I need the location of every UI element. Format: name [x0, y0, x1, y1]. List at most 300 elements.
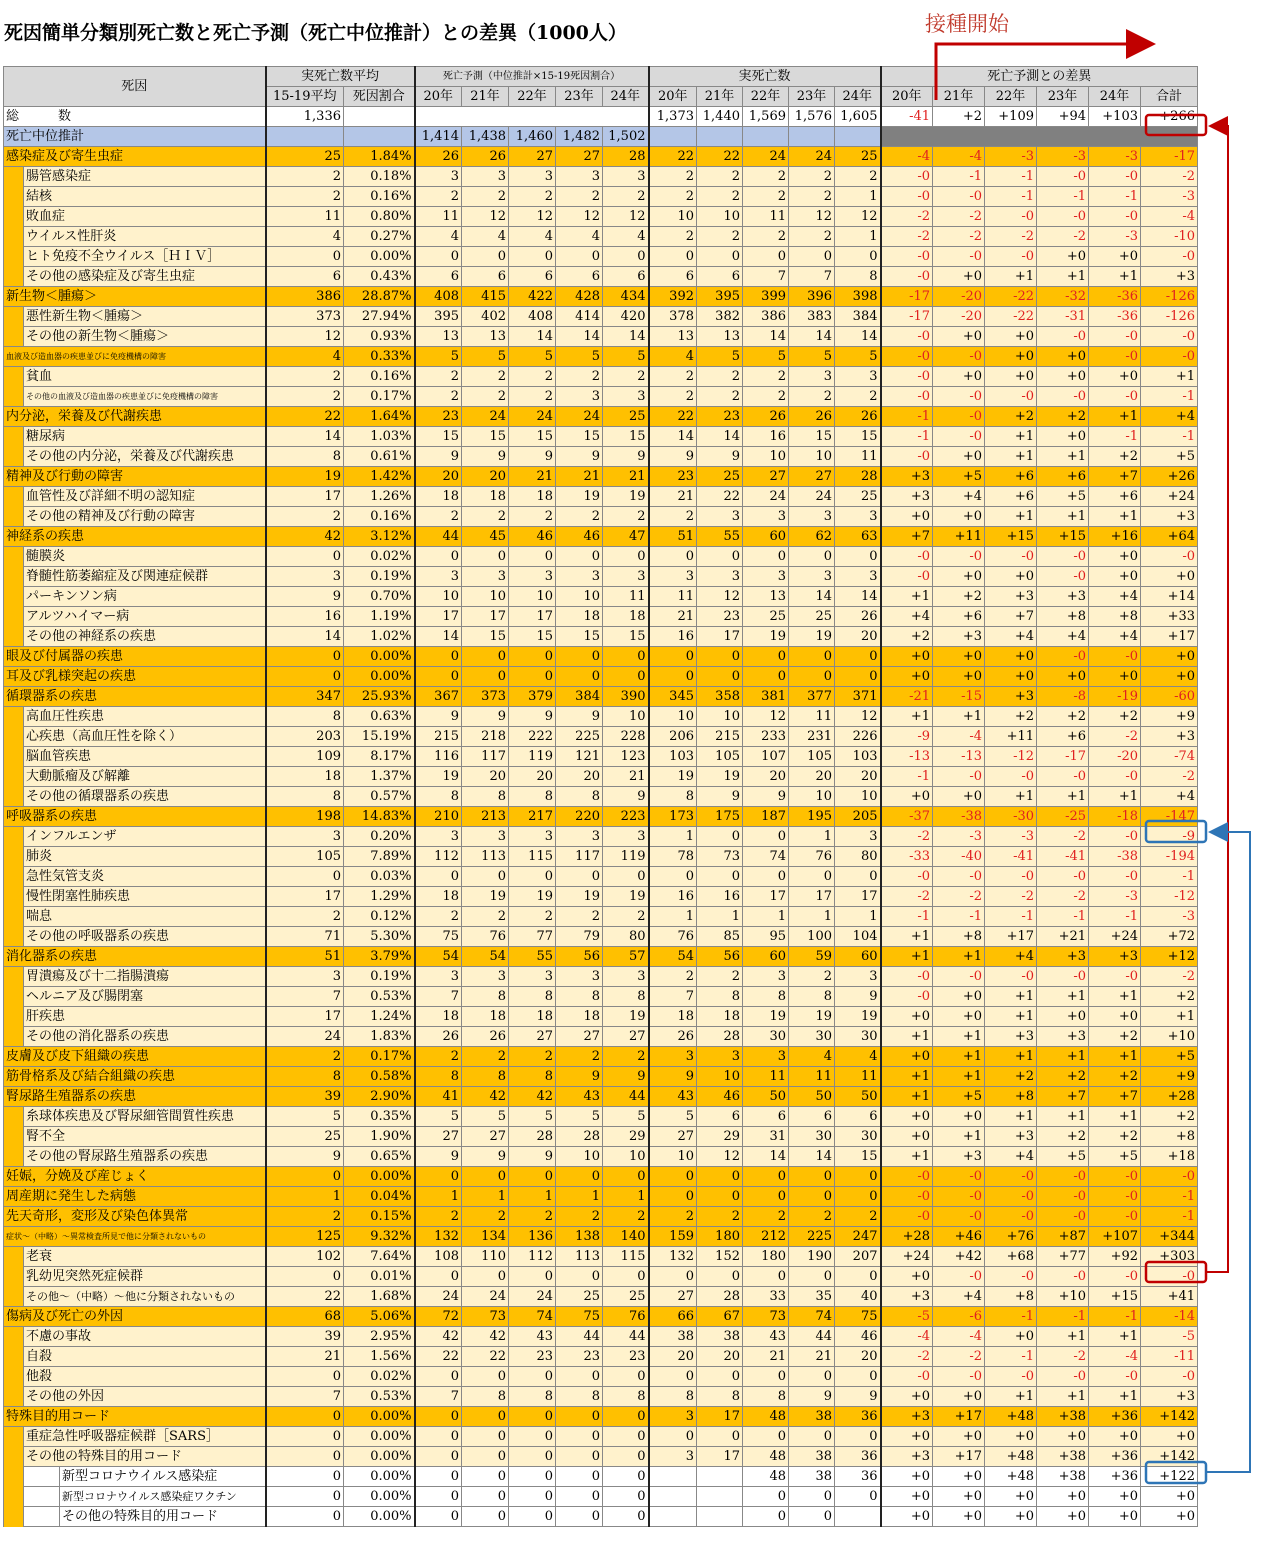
- row-actual-2: 399: [743, 287, 789, 307]
- row-pred-3: 220: [556, 807, 603, 827]
- row-pred-0: 2: [415, 507, 462, 527]
- row-pred-1: 6: [462, 267, 509, 287]
- table-row: [4, 887, 1198, 907]
- row-label: 周産期に発生した病態: [4, 1187, 266, 1207]
- row-pred-3: 5: [556, 1107, 603, 1127]
- row-diff-2: -22: [985, 287, 1037, 307]
- row-diff-4: +1: [1089, 407, 1141, 427]
- row-diff-1: +6: [933, 607, 985, 627]
- row-avg: 8: [266, 447, 344, 467]
- row-diff-2: +6: [985, 487, 1037, 507]
- row-diff-3: -0: [1037, 167, 1089, 187]
- row-pred-0: 3: [415, 167, 462, 187]
- row-pred-4: 14: [603, 327, 649, 347]
- row-label: 神経系の疾患: [4, 527, 266, 547]
- row-actual-0: [649, 1467, 697, 1487]
- row-diff-1: -0: [933, 347, 985, 367]
- row-label: 腎尿路生殖器系の疾患: [4, 1087, 266, 1107]
- row-label: 筋骨格系及び結合組織の疾患: [4, 1067, 266, 1087]
- row-actual-0: 10: [649, 707, 697, 727]
- row-pred-0: 2: [415, 1047, 462, 1067]
- row-diff-0: +0: [881, 1107, 933, 1127]
- row-actual-3: 30: [789, 1027, 835, 1047]
- row-diff-0: +0: [881, 1127, 933, 1147]
- row-avg: 39: [266, 1087, 344, 1107]
- row-avg: 12: [266, 327, 344, 347]
- row-diff-0: +1: [881, 1087, 933, 1107]
- row-pred-2: 9: [509, 707, 556, 727]
- table-row: [4, 467, 1198, 487]
- header-year-pred-0: 20年: [415, 87, 462, 107]
- row-actual-2: 0: [743, 1267, 789, 1287]
- row-diff-2: -1: [985, 907, 1037, 927]
- row-diff-4: +0: [1089, 1427, 1141, 1447]
- row-actual-0: 0: [649, 667, 697, 687]
- row-indent: [4, 507, 24, 527]
- row-avg: 0: [266, 1267, 344, 1287]
- row-actual-3: 2: [789, 387, 835, 407]
- row-actual-0: 22: [649, 147, 697, 167]
- row-ratio: 28.87%: [344, 287, 415, 307]
- header-year-diff-0: 20年: [881, 87, 933, 107]
- row-actual-2: 1: [743, 907, 789, 927]
- row-actual-4: 15: [835, 427, 881, 447]
- table-row: [4, 1227, 1198, 1247]
- row-pred-0: 2: [415, 367, 462, 387]
- table-row: [4, 1427, 1198, 1447]
- row-diff-0: -4: [881, 147, 933, 167]
- row-label: ヒト免疫不全ウイルス［ＨＩＶ］: [24, 247, 266, 267]
- table-row: [4, 1507, 1198, 1527]
- row-pred-2: 0: [509, 1487, 556, 1507]
- row-actual-4: 17: [835, 887, 881, 907]
- row-diff-0: +3: [881, 1447, 933, 1467]
- row-indent: [4, 887, 24, 907]
- total-actual-4: 1,605: [835, 107, 881, 127]
- row-diff-0: +0: [881, 1467, 933, 1487]
- row-pred-4: 15: [603, 427, 649, 447]
- row-diff-0: +7: [881, 527, 933, 547]
- row-actual-4: 398: [835, 287, 881, 307]
- row-actual-0: 0: [649, 1187, 697, 1207]
- row-actual-0: 16: [649, 887, 697, 907]
- row-actual-0: 26: [649, 1027, 697, 1047]
- row-pred-3: 18: [556, 1007, 603, 1027]
- row-diff-1: -0: [933, 1187, 985, 1207]
- table-row: [4, 647, 1198, 667]
- row-diff-0: -0: [881, 1167, 933, 1187]
- row-diff-4: +1: [1089, 507, 1141, 527]
- row-ratio: 0.58%: [344, 1067, 415, 1087]
- row-diff-0: -4: [881, 1327, 933, 1347]
- row-sum: -126: [1141, 287, 1198, 307]
- row-pred-0: 2: [415, 187, 462, 207]
- row-diff-3: +0: [1037, 667, 1089, 687]
- row-pred-0: 9: [415, 707, 462, 727]
- row-diff-0: +24: [881, 1247, 933, 1267]
- row-diff-3: -17: [1037, 747, 1089, 767]
- row-actual-1: 8: [697, 987, 743, 1007]
- row-diff-4: -0: [1089, 767, 1141, 787]
- row-pred-1: 0: [462, 1467, 509, 1487]
- row-diff-2: +1: [985, 987, 1037, 1007]
- row-actual-1: 17: [697, 1407, 743, 1427]
- row-diff-3: -2: [1037, 827, 1089, 847]
- row-pred-1: 76: [462, 927, 509, 947]
- row-sum: +26: [1141, 467, 1198, 487]
- row-actual-4: 0: [835, 1167, 881, 1187]
- row-diff-1: -0: [933, 387, 985, 407]
- row-diff-1: +4: [933, 487, 985, 507]
- row-actual-3: 225: [789, 1227, 835, 1247]
- row-label: 精神及び行動の障害: [4, 467, 266, 487]
- row-diff-0: -9: [881, 727, 933, 747]
- row-diff-0: -1: [881, 427, 933, 447]
- row-pred-3: 0: [556, 1467, 603, 1487]
- row-avg: 8: [266, 707, 344, 727]
- row-sum: +18: [1141, 1147, 1198, 1167]
- row-diff-3: +3: [1037, 1027, 1089, 1047]
- row-actual-2: 43: [743, 1327, 789, 1347]
- row-actual-1: 16: [697, 887, 743, 907]
- row-diff-2: -3: [985, 827, 1037, 847]
- row-ratio: 1.42%: [344, 467, 415, 487]
- row-pred-2: 14: [509, 327, 556, 347]
- row-pred-0: 2: [415, 907, 462, 927]
- row-diff-3: +0: [1037, 247, 1089, 267]
- row-pred-3: 24: [556, 407, 603, 427]
- row-indent: [4, 487, 24, 507]
- row-pred-1: 18: [462, 1007, 509, 1027]
- row-actual-3: 9: [789, 1387, 835, 1407]
- row-actual-0: 2: [649, 167, 697, 187]
- row-diff-1: +0: [933, 667, 985, 687]
- row-actual-4: 46: [835, 1327, 881, 1347]
- row-diff-2: -2: [985, 227, 1037, 247]
- row-pred-2: 0: [509, 867, 556, 887]
- row-pred-1: 8: [462, 987, 509, 1007]
- row-diff-3: -0: [1037, 1207, 1089, 1227]
- row-pred-2: 2: [509, 907, 556, 927]
- row-actual-3: 3: [789, 567, 835, 587]
- row-indent: [4, 187, 24, 207]
- row-actual-1: 8: [697, 1387, 743, 1407]
- row-diff-3: -0: [1037, 1367, 1089, 1387]
- row-avg: 2: [266, 387, 344, 407]
- row-diff-1: -2: [933, 887, 985, 907]
- row-actual-2: 24: [743, 147, 789, 167]
- table-row: [4, 447, 1198, 467]
- row-pred-2: 115: [509, 847, 556, 867]
- row-diff-0: -0: [881, 1207, 933, 1227]
- row-pred-1: 20: [462, 467, 509, 487]
- row-indent: [4, 627, 24, 647]
- row-actual-2: 14: [743, 1147, 789, 1167]
- row-actual-3: 24: [789, 487, 835, 507]
- row-actual-0: 8: [649, 1387, 697, 1407]
- row-pred-1: 0: [462, 867, 509, 887]
- row-pred-1: 24: [462, 1287, 509, 1307]
- row-sum: +28: [1141, 1087, 1198, 1107]
- row-pred-0: 4: [415, 227, 462, 247]
- row-pred-3: 43: [556, 1087, 603, 1107]
- row-actual-0: 11: [649, 587, 697, 607]
- row-actual-1: 12: [697, 1147, 743, 1167]
- row-pred-1: 0: [462, 1367, 509, 1387]
- row-avg: 19: [266, 467, 344, 487]
- row-actual-1: 175: [697, 807, 743, 827]
- row-pred-3: 8: [556, 1387, 603, 1407]
- row-pred-0: 5: [415, 347, 462, 367]
- row-pred-1: 3: [462, 167, 509, 187]
- row-diff-1: -0: [933, 767, 985, 787]
- median-actual-2: [743, 127, 789, 147]
- row-actual-2: 48: [743, 1407, 789, 1427]
- row-sum: -12: [1141, 887, 1198, 907]
- row-ratio: 0.01%: [344, 1267, 415, 1287]
- row-actual-1: 20: [697, 1347, 743, 1367]
- row-actual-1: 395: [697, 287, 743, 307]
- row-avg: 0: [266, 547, 344, 567]
- row-pred-1: 134: [462, 1227, 509, 1247]
- row-diff-4: -0: [1089, 167, 1141, 187]
- row-diff-4: +1: [1089, 1387, 1141, 1407]
- row-diff-2: -0: [985, 1367, 1037, 1387]
- row-pred-3: 414: [556, 307, 603, 327]
- row-diff-3: +7: [1037, 1087, 1089, 1107]
- row-diff-0: -0: [881, 987, 933, 1007]
- row-diff-0: +3: [881, 1287, 933, 1307]
- table-row: [4, 907, 1198, 927]
- row-avg: 51: [266, 947, 344, 967]
- row-actual-3: 7: [789, 267, 835, 287]
- row-actual-3: 25: [789, 607, 835, 627]
- row-actual-3: 38: [789, 1447, 835, 1467]
- row-label: 不慮の事故: [24, 1327, 266, 1347]
- row-actual-0: 2: [649, 187, 697, 207]
- row-actual-1: 56: [697, 947, 743, 967]
- row-diff-0: +1: [881, 927, 933, 947]
- row-actual-2: 0: [743, 1187, 789, 1207]
- row-pred-0: 0: [415, 1467, 462, 1487]
- row-pred-0: 72: [415, 1307, 462, 1327]
- row-sum: +12: [1141, 947, 1198, 967]
- table-row: [4, 327, 1198, 347]
- row-pred-2: 2: [509, 1047, 556, 1067]
- row-actual-3: 26: [789, 407, 835, 427]
- row-diff-2: -12: [985, 747, 1037, 767]
- row-label: 消化器系の疾患: [4, 947, 266, 967]
- row-actual-0: 0: [649, 247, 697, 267]
- row-diff-2: +8: [985, 1287, 1037, 1307]
- row-actual-3: 231: [789, 727, 835, 747]
- row-label: 乳幼児突然死症候群: [24, 1267, 266, 1287]
- row-diff-0: +0: [881, 1487, 933, 1507]
- row-label: 呼吸器系の疾患: [4, 807, 266, 827]
- row-actual-4: 0: [835, 1487, 881, 1507]
- row-pred-4: 29: [603, 1127, 649, 1147]
- row-pred-0: 8: [415, 1067, 462, 1087]
- row-actual-4: 36: [835, 1467, 881, 1487]
- row-pred-0: 210: [415, 807, 462, 827]
- row-pred-2: 3: [509, 967, 556, 987]
- row-actual-1: 29: [697, 1127, 743, 1147]
- row-sum: +0: [1141, 647, 1198, 667]
- row-diff-3: +4: [1037, 627, 1089, 647]
- row-ratio: 3.12%: [344, 527, 415, 547]
- row-ratio: 0.17%: [344, 387, 415, 407]
- row-label: その他の感染症及び寄生虫症: [24, 267, 266, 287]
- row-actual-0: 21: [649, 607, 697, 627]
- row-ratio: 5.06%: [344, 1307, 415, 1327]
- row-diff-1: -0: [933, 247, 985, 267]
- row-diff-1: +17: [933, 1447, 985, 1467]
- row-actual-2: 0: [743, 647, 789, 667]
- row-diff-3: -8: [1037, 687, 1089, 707]
- row-actual-0: 10: [649, 1147, 697, 1167]
- row-pred-0: 14: [415, 627, 462, 647]
- row-label: 内分泌，栄養及び代謝疾患: [4, 407, 266, 427]
- row-diff-3: +1: [1037, 1107, 1089, 1127]
- row-actual-0: 19: [649, 767, 697, 787]
- row-pred-1: 8: [462, 1387, 509, 1407]
- row-pred-0: 6: [415, 267, 462, 287]
- row-diff-4: +15: [1089, 1287, 1141, 1307]
- row-pred-4: 18: [603, 607, 649, 627]
- row-diff-4: +1: [1089, 1327, 1141, 1347]
- row-avg: 0: [266, 1407, 344, 1427]
- row-avg: 21: [266, 1347, 344, 1367]
- row-actual-0: 5: [649, 1107, 697, 1127]
- row-actual-1: 0: [697, 1187, 743, 1207]
- row-diff-1: +0: [933, 787, 985, 807]
- row-actual-4: 12: [835, 707, 881, 727]
- row-actual-0: 9: [649, 1067, 697, 1087]
- row-label: 血液及び造血器の疾患並びに免疫機構の障害: [4, 347, 266, 367]
- row-pred-3: 23: [556, 1347, 603, 1367]
- row-diff-2: +15: [985, 527, 1037, 547]
- row-pred-3: 27: [556, 147, 603, 167]
- row-actual-2: 3: [743, 507, 789, 527]
- row-diff-2: +1: [985, 447, 1037, 467]
- row-actual-4: 15: [835, 1147, 881, 1167]
- row-diff-4: +0: [1089, 547, 1141, 567]
- row-pred-4: 223: [603, 807, 649, 827]
- row-diff-4: -0: [1089, 1207, 1141, 1227]
- row-actual-1: 358: [697, 687, 743, 707]
- row-actual-4: 0: [835, 1427, 881, 1447]
- row-label: その他の新生物＜腫瘍＞: [24, 327, 266, 347]
- row-pred-0: 10: [415, 587, 462, 607]
- table-row: [4, 627, 1198, 647]
- row-actual-1: 67: [697, 1307, 743, 1327]
- row-actual-3: 0: [789, 547, 835, 567]
- row-actual-1: 13: [697, 327, 743, 347]
- header-group-diff: 死亡予測との差異: [881, 67, 1198, 87]
- row-avg: 0: [266, 1167, 344, 1187]
- row-pred-0: 3: [415, 567, 462, 587]
- row-ratio: 9.32%: [344, 1227, 415, 1247]
- row-diff-4: +1: [1089, 1107, 1141, 1127]
- row-pred-0: 0: [415, 1447, 462, 1467]
- row-diff-1: +1: [933, 1027, 985, 1047]
- row-diff-2: -0: [985, 967, 1037, 987]
- row-diff-3: -32: [1037, 287, 1089, 307]
- row-diff-0: -0: [881, 327, 933, 347]
- row-diff-0: +1: [881, 947, 933, 967]
- row-actual-2: 0: [743, 1367, 789, 1387]
- row-diff-1: -38: [933, 807, 985, 827]
- row-pred-0: 22: [415, 1347, 462, 1367]
- row-actual-0: 54: [649, 947, 697, 967]
- row-sum: -126: [1141, 307, 1198, 327]
- row-label: アルツハイマー病: [24, 607, 266, 627]
- row-label: 心疾患（高血圧性を除く）: [24, 727, 266, 747]
- row-actual-0: 0: [649, 867, 697, 887]
- row-pred-2: 8: [509, 1387, 556, 1407]
- row-avg: 5: [266, 1107, 344, 1127]
- row-actual-2: 2: [743, 167, 789, 187]
- row-diff-4: -0: [1089, 827, 1141, 847]
- row-sum: +0: [1141, 1427, 1198, 1447]
- row-actual-2: 73: [743, 1307, 789, 1327]
- row-avg: 347: [266, 687, 344, 707]
- row-pred-2: 3: [509, 167, 556, 187]
- row-sum: +4: [1141, 787, 1198, 807]
- row-pred-4: 0: [603, 1267, 649, 1287]
- row-diff-2: -30: [985, 807, 1037, 827]
- row-diff-3: +1: [1037, 787, 1089, 807]
- row-actual-2: 3: [743, 967, 789, 987]
- row-indent: [4, 247, 24, 267]
- row-diff-2: -22: [985, 307, 1037, 327]
- total-actual-1: 1,440: [697, 107, 743, 127]
- row-actual-0: 18: [649, 1007, 697, 1027]
- row-label: 老衰: [24, 1247, 266, 1267]
- row-indent: [4, 1267, 24, 1287]
- row-actual-0: 3: [649, 567, 697, 587]
- row-avg: 2: [266, 167, 344, 187]
- row-actual-4: 20: [835, 627, 881, 647]
- row-diff-2: +6: [985, 467, 1037, 487]
- row-indent-2: [24, 1467, 60, 1487]
- row-diff-0: -2: [881, 887, 933, 907]
- row-pred-3: 12: [556, 207, 603, 227]
- row-pred-1: 213: [462, 807, 509, 827]
- row-pred-1: 73: [462, 1307, 509, 1327]
- row-diff-4: +92: [1089, 1247, 1141, 1267]
- table-row: [4, 1187, 1198, 1207]
- row-actual-4: 0: [835, 667, 881, 687]
- row-diff-3: +21: [1037, 927, 1089, 947]
- row-diff-2: -1: [985, 167, 1037, 187]
- row-actual-1: 105: [697, 747, 743, 767]
- row-diff-1: -20: [933, 307, 985, 327]
- row-indent: [4, 1007, 24, 1027]
- row-diff-1: +0: [933, 327, 985, 347]
- row-pred-3: 138: [556, 1227, 603, 1247]
- row-pred-1: 2: [462, 367, 509, 387]
- row-actual-2: 212: [743, 1227, 789, 1247]
- row-diff-3: -2: [1037, 1347, 1089, 1367]
- row-pred-3: 2: [556, 507, 603, 527]
- row-diff-0: +0: [881, 667, 933, 687]
- row-actual-3: 44: [789, 1327, 835, 1347]
- row-sum: +24: [1141, 487, 1198, 507]
- row-diff-2: -0: [985, 1187, 1037, 1207]
- row-pred-3: 0: [556, 1167, 603, 1187]
- row-diff-2: +4: [985, 627, 1037, 647]
